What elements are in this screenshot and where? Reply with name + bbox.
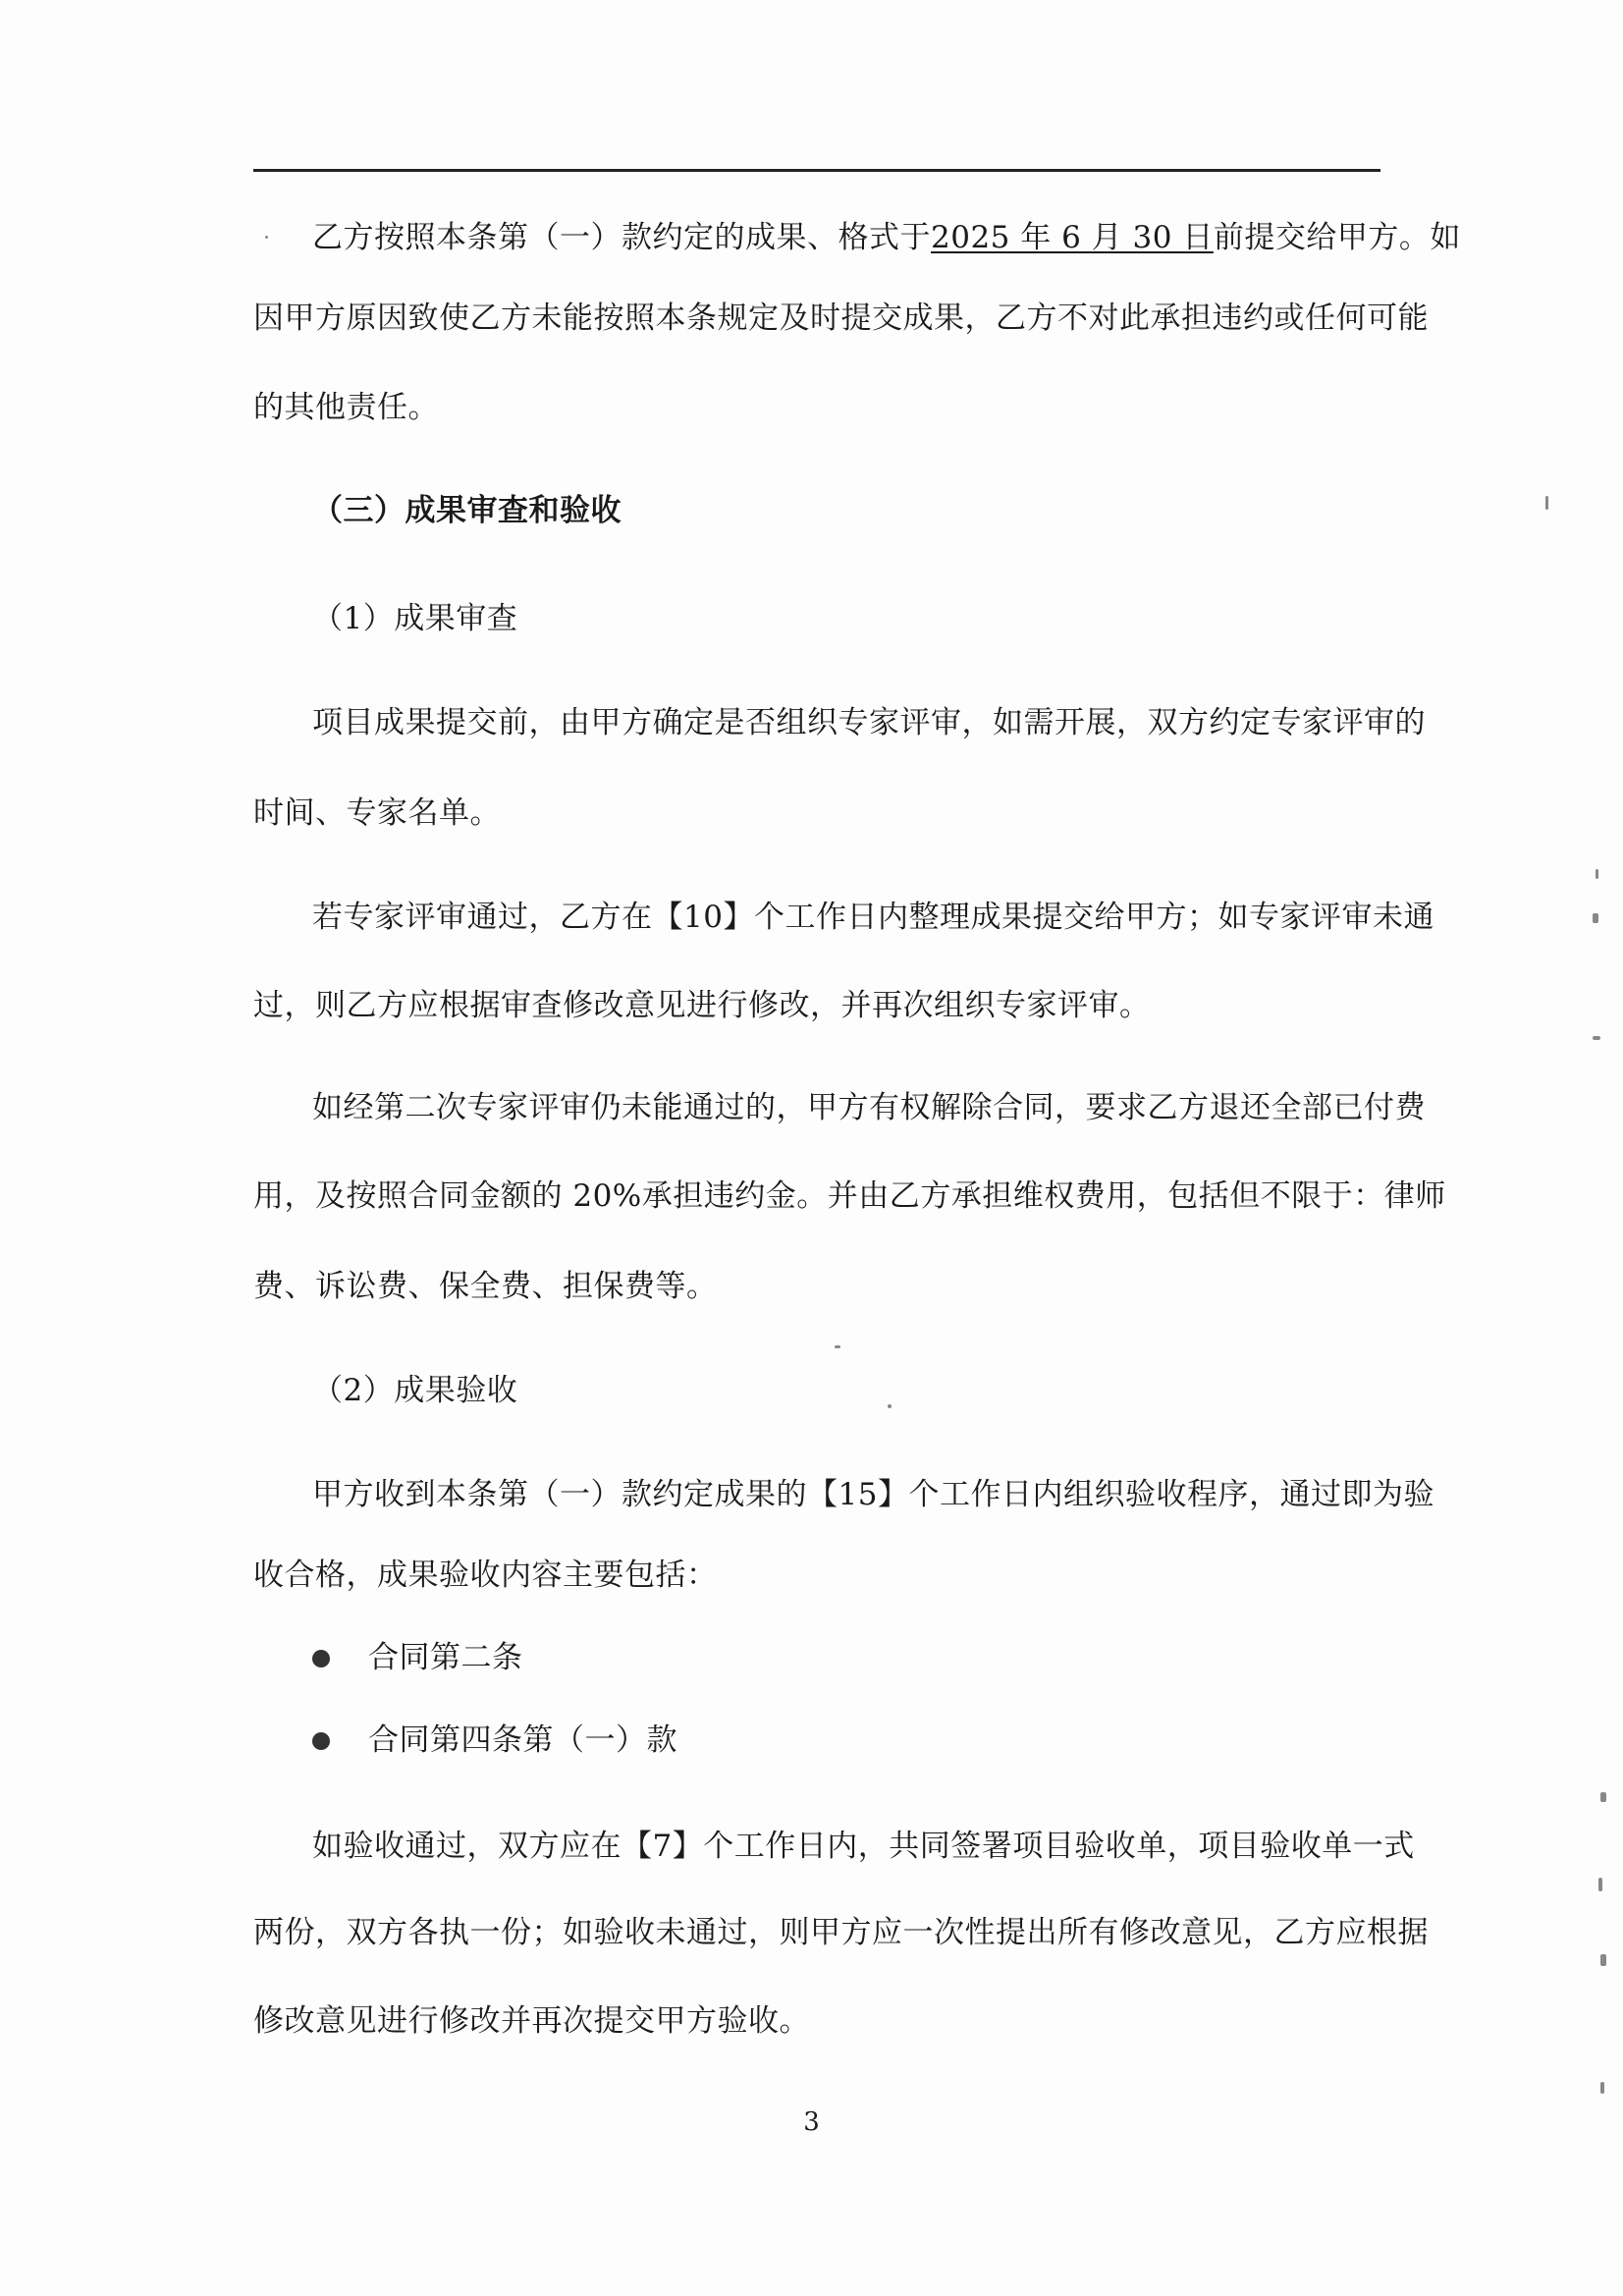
submission-date: 2025 年 6 月 30 日 bbox=[931, 220, 1214, 255]
paragraph-1-line-2: 因甲方原因致使乙方未能按照本条规定及时提交成果，乙方不对此承担违约或任何可能 bbox=[253, 301, 1429, 336]
paragraph-5-line-1: 甲方收到本条第（一）款约定成果的【15】个工作日内组织验收程序，通过即为验 bbox=[312, 1477, 1434, 1512]
page-number: 3 bbox=[803, 2107, 820, 2137]
bullet-item: 合同第四条第（一）款 bbox=[368, 1722, 677, 1758]
paragraph-2-line-2: 时间、专家名单。 bbox=[253, 795, 501, 831]
scan-speck bbox=[1593, 913, 1598, 923]
paragraph-4-line-1: 如经第二次专家评审仍未能通过的，甲方有权解除合同，要求乙方退还全部已付费 bbox=[312, 1090, 1426, 1125]
bullet-dot bbox=[312, 1732, 330, 1750]
header-rule bbox=[253, 169, 1380, 172]
subsection-heading-1: （1）成果审查 bbox=[312, 601, 518, 636]
scan-speck bbox=[1600, 2082, 1604, 2094]
section-heading: （三）成果审查和验收 bbox=[312, 493, 622, 528]
scan-speck bbox=[1598, 1878, 1602, 1891]
paragraph-5-line-2: 收合格，成果验收内容主要包括： bbox=[253, 1558, 718, 1593]
scan-speck bbox=[1600, 1954, 1606, 1966]
paragraph-6-line-3: 修改意见进行修改并再次提交甲方验收。 bbox=[253, 2003, 810, 2039]
scan-speck bbox=[1545, 496, 1548, 510]
paragraph-3-line-2: 过，则乙方应根据审查修改意见进行修改，并再次组织专家评审。 bbox=[253, 988, 1151, 1023]
paragraph-1-text-a: 乙方按照本条第（一）款约定的成果、格式于 bbox=[312, 220, 931, 255]
paragraph-2-line-1: 项目成果提交前，由甲方确定是否组织专家评审，如需开展，双方约定专家评审的 bbox=[312, 705, 1426, 740]
paragraph-6-line-2: 两份，双方各执一份；如验收未通过，则甲方应一次性提出所有修改意见，乙方应根据 bbox=[253, 1915, 1429, 1950]
subsection-heading-2: （2）成果验收 bbox=[312, 1373, 518, 1408]
paragraph-1-line-3: 的其他责任。 bbox=[253, 390, 439, 425]
scan-speck bbox=[1593, 1036, 1600, 1040]
paragraph-1-line-1 bbox=[312, 218, 1461, 257]
paragraph-4-line-2: 用，及按照合同金额的 20%承担违约金。并由乙方承担维权费用，包括但不限于：律师 bbox=[253, 1178, 1446, 1214]
paragraph-4-line-3: 费、诉讼费、保全费、担保费等。 bbox=[253, 1269, 718, 1304]
scan-speck bbox=[888, 1404, 892, 1408]
scan-speck bbox=[1600, 1792, 1606, 1802]
bullet-item: 合同第二条 bbox=[368, 1640, 523, 1675]
bullet-dot bbox=[312, 1650, 330, 1667]
paragraph-6-line-1: 如验收通过，双方应在【7】个工作日内，共同签署项目验收单，项目验收单一式 bbox=[312, 1829, 1415, 1864]
scan-speck bbox=[835, 1345, 840, 1348]
scan-speck bbox=[265, 236, 268, 239]
paragraph-3-line-1: 若专家评审通过，乙方在【10】个工作日内整理成果提交给甲方；如专家评审未通 bbox=[312, 900, 1434, 935]
paragraph-1-text-b: 前提交给甲方。如 bbox=[1213, 220, 1461, 255]
scan-speck bbox=[1596, 869, 1598, 879]
